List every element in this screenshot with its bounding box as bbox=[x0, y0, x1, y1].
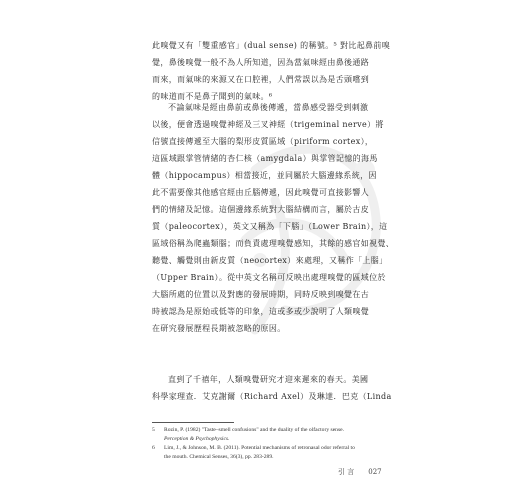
text-line: 這區域跟掌管情緒的杏仁核（amygdala）與掌管記憶的海馬 bbox=[152, 154, 378, 163]
text-line: 信號直接傳遞至大腦的梨形皮質區域（piriform cortex）， bbox=[152, 137, 374, 146]
running-section-title: 引 言 bbox=[338, 468, 355, 476]
footnote-text: the mouth. Chemical Senses, 36(3), pp. 283-289. bbox=[164, 454, 274, 460]
footnote-number: 6 bbox=[152, 445, 155, 451]
text-line: 以後，便會透過嗅覺神經及三叉神經（trigeminal nerve）將 bbox=[152, 120, 384, 129]
text-line: （Upper Brain）。從中英文名稱可反映出處理嗅覺的區域位於 bbox=[152, 273, 386, 282]
footnote-journal: Perception & Psychophysics. bbox=[164, 436, 230, 442]
footnote-text: Rozin, P. (1982) "Taste–smell confusions" and the duality of the olfactory sense. bbox=[164, 427, 345, 433]
footnotes bbox=[152, 426, 412, 462]
text-line: 此不需要像其他感官經由丘腦傳遞，因此嗅覺可直接影響人 bbox=[152, 188, 370, 197]
text-line: 而來，而氣味的來源又在口腔裡，人們常誤以為是舌頭嚐到 bbox=[152, 75, 370, 84]
footnote-5 bbox=[152, 426, 412, 435]
text-line: 體（hippocampus）相當接近，並同屬於大腦邊緣系統，因 bbox=[152, 171, 377, 180]
text-line: 大腦所處的位置以及對應的發展時期，同時反映到嗅覺在古 bbox=[152, 290, 370, 299]
text-line: 直到了千禧年，人類嗅覺研究才迎來遲來的春天。美國 bbox=[168, 375, 369, 384]
text-line: 聽覺、觸覺則由新皮質（neocortex）來處理，又稱作「上腦」 bbox=[152, 256, 388, 265]
paragraph-olfactory-pathway bbox=[152, 99, 400, 337]
paragraph-dual-sense bbox=[152, 37, 400, 105]
text-line: 此嗅覺又有「雙重感官」(dual sense) 的稱號。⁵ 對比起鼻前嗅 bbox=[152, 41, 391, 50]
text-line: 不論氣味是經由鼻前或鼻後傳遞，當鼻感受器受到刺激 bbox=[168, 103, 369, 112]
text-line: 覺，鼻後嗅覺一般不為人所知道，因為當氣味經由鼻後通路 bbox=[152, 58, 370, 67]
footnote-5-continued bbox=[152, 435, 412, 444]
footnote-6-continued bbox=[152, 453, 412, 462]
text-line: 們的情緒及記憶。這個邊緣系統對大腦結構而言，屬於古皮 bbox=[152, 205, 370, 214]
footnote-number: 5 bbox=[152, 427, 155, 433]
text-line: 科學家理查．艾克謝爾（Richard Axel）及琳達．巴克（Linda bbox=[152, 392, 392, 401]
page-footer bbox=[338, 467, 396, 477]
footnote-text: Lim, J., & Johnson, M. B. (2011). Potential mechanisms of retronasal odor referral to bbox=[164, 445, 355, 451]
text-line: 時被認為是原始或低等的印象，這或多或少說明了人類嗅覺 bbox=[152, 307, 370, 316]
paragraph-millennium bbox=[152, 371, 400, 405]
text-line: 在研究發展歷程長期被忽略的原因。 bbox=[152, 324, 286, 333]
footnote-6 bbox=[152, 444, 412, 453]
page-number: 027 bbox=[368, 468, 382, 476]
text-line: 質（paleocortex），英文又稱為「下腦」（Lower Brain），這 bbox=[152, 222, 388, 231]
footnote-divider bbox=[152, 422, 234, 423]
text-line: 的味道而不是鼻子聞到的氣味。⁶ bbox=[152, 92, 273, 101]
text-line: 區域俗稱為爬蟲類腦；而負責處理嗅覺感知，其餘的感官如視覺、 bbox=[152, 239, 395, 248]
